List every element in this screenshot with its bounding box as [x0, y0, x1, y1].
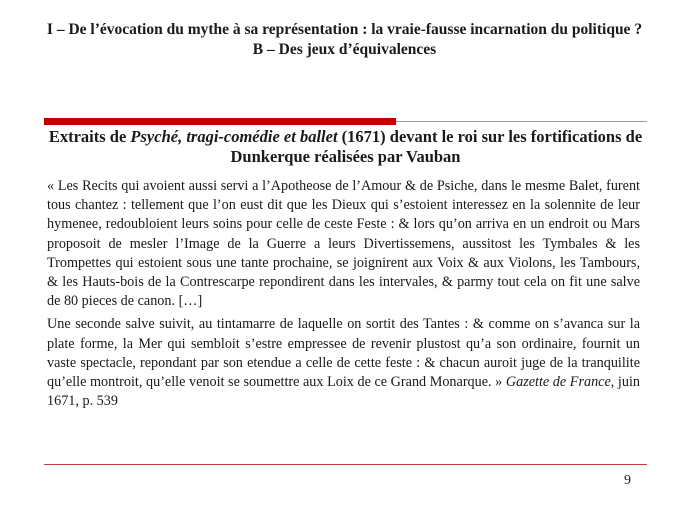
work-title: Psyché, tragi-comédie et ballet [130, 127, 338, 146]
heading-suffix: (1671) devant le roi sur les fortifications de Dunkerque réalisées par Vauban [230, 127, 643, 166]
page-number: 9 [624, 473, 631, 488]
source-reference: , juin 1671, p. 539 [47, 374, 640, 410]
heading-prefix: Extraits de [48, 127, 131, 146]
slide-header [40, 20, 649, 60]
paragraph-2-text: Une seconde salve suivit, au tintamarre de laquelle on sortit des Tantes : & comme on s’avanca sur la plate forme, la Mer qui sembloit s’estre empressee de revenir plustost qu’a son ordinaire, fournit un vaste spectacle, repondant par son etendue a celle de cette feste : & chacun auroit juge de la tranquilite qu’elle montroit, qu’elle venoit se soumettre aux Loix de ce Grand Monarque. » [47, 316, 640, 391]
header-section-title: I – De l’évocation du mythe à sa représentation : la vraie-fausse incarnation du politique ? [46, 21, 643, 38]
gray-divider-line [396, 121, 647, 122]
excerpt-heading [44, 127, 647, 167]
paragraph-1: « Les Recits qui avoient aussi servi a l’Apotheose de l’Amour & de Psiche, dans le mesme Balet, furent tous chantez : tellement que l’on eust dit que les Dieux qui s’estoient interessez en la solennite de leur hymenee, redoubloient leurs soins pour celle de ceste Feste : & lors qu’on arriva en un endroit ou Mars proposoit de mesler l’Image de la Guerre a leurs Divertissemens, aussitost les Tymbales & les Trompettes qui estoient sous une tante prochaine, se joignirent aux Voix & aux Violons, les Tambours, & les Hauts-bois de la Contrescarpe repondirent dans les intervales, & parmy tout cela on fit une salve de 80 pieces de canon. […] [47, 178, 640, 310]
red-accent-bar [44, 118, 396, 125]
bottom-divider-line [44, 464, 647, 465]
header-subsection-title: B – Des jeux d’équivalences [252, 41, 437, 58]
paragraph-2 [47, 315, 640, 411]
source-title: Gazette de France [505, 374, 611, 391]
quotation-text [47, 177, 640, 411]
